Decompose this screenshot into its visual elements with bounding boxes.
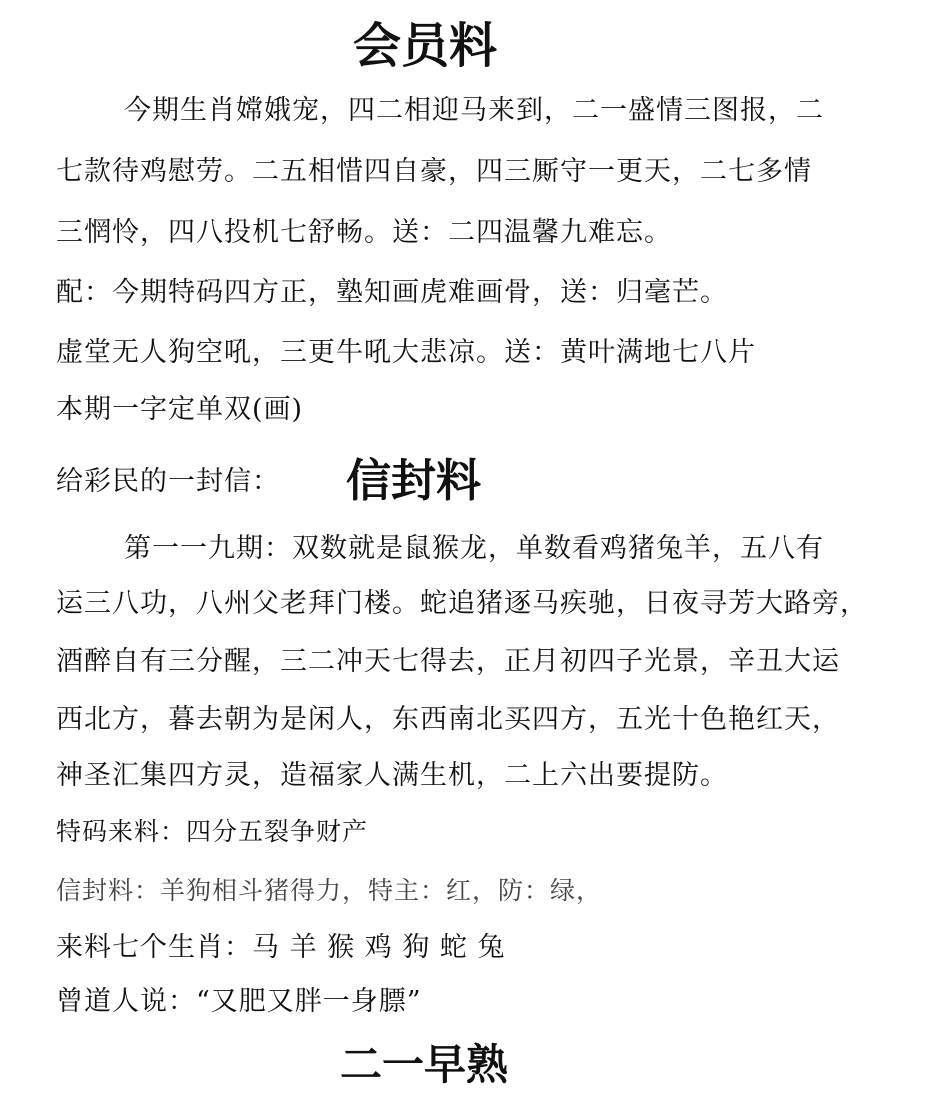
- text-line: 西北方，暮去朝为是闲人，东西南北买四方，五光十色艳红天，: [56, 704, 840, 735]
- text-line: 运三八功，八州父老拜门楼。蛇追猪逐马疾驰，日夜寻芳大路旁，: [56, 588, 868, 619]
- seven-zodiac-line: 来料七个生肖：马 羊 猴 鸡 狗 蛇 兔: [56, 932, 506, 963]
- xinfeng-line: 信封料：羊狗相斗猪得力，特主：红，防：绿，: [56, 876, 603, 905]
- text-line: 第一一九期：双数就是鼠猴龙，单数看鸡猪兔羊，五八有: [124, 533, 824, 564]
- title-huiyuanliao: 会员料: [353, 18, 498, 74]
- text-line: 今期生肖嫦娥宠，四二相迎马来到，二一盛情三图报，二: [124, 95, 824, 126]
- title-xinfengliao: 信封料: [346, 454, 482, 507]
- text-line: 本期一字定单双(画): [56, 394, 304, 425]
- title-eryizaoshu: 二一早熟: [340, 1040, 509, 1089]
- text-line: 三惘怜，四八投机七舒畅。送：二四温馨九难忘。: [56, 217, 672, 248]
- text-line: 神圣汇集四方灵，造福家人满生机，二上六出要提防。: [56, 760, 728, 791]
- text-line: 酒醉自有三分醒，三二冲天七得去，正月初四子光景，辛丑大运: [56, 646, 840, 677]
- quote-line: 曾道人说：“又肥又胖一身膘”: [56, 986, 422, 1017]
- text-line: 配：今期特码四方正，塾知画虎难画骨，送：归毫芒。: [56, 277, 728, 308]
- text-line: 虚堂无人狗空吼，三更牛吼大悲凉。送：黄叶满地七八片: [56, 337, 756, 368]
- tema-line: 特码来料：四分五裂争财产: [56, 817, 369, 846]
- letter-label: 给彩民的一封信：: [56, 466, 280, 497]
- text-line: 七款待鸡慰劳。二五相惜四自豪，四三厮守一更天，二七多情: [56, 156, 812, 187]
